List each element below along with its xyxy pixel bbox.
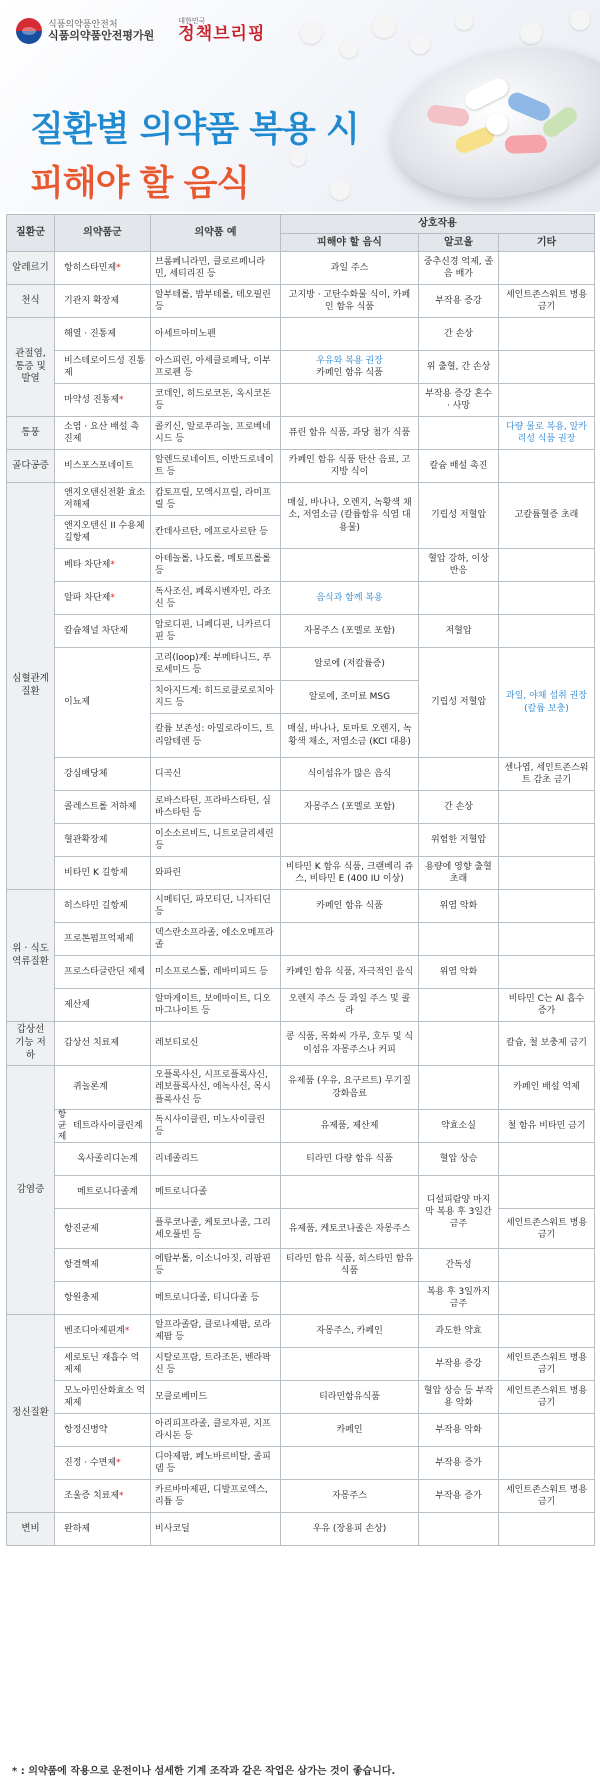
table-row [7,1315,595,1348]
example-cell: 브롬페니라민, 클로르페니라민, 세티리진 등 [151,252,281,285]
other-cell [499,615,595,648]
other-cell: 카페인 배설 억제 [499,1066,595,1110]
alcohol-cell: 기립성 저혈압 [419,483,499,549]
other-cell [499,1143,595,1176]
table-row [7,1348,595,1381]
food-cell: 알로에 (저칼륨증) [281,648,419,681]
header-other: 기타 [499,233,595,252]
other-cell [499,1249,595,1282]
pill-decoration-icon [455,12,473,30]
drug-class-cell [55,1315,151,1348]
food-cell: 자몽주스, 카페인 [281,1315,419,1348]
other-cell [499,923,595,956]
header-alcohol: 알코올 [419,233,499,252]
alcohol-cell: 위험한 저혈압 [419,824,499,857]
drug-class-cell: 제산제 [55,989,151,1022]
drug-class-cell: 앤지오텐신 II 수용체길항제 [55,516,151,549]
pill-decoration-icon [520,22,542,44]
drug-class-cell: 해열 · 진통제 [55,318,151,351]
example-cell: 디아제팜, 페노바르비탈, 졸피뎀 등 [151,1447,281,1480]
drug-class-label: 벤조디아제핀계 [64,1326,125,1337]
table-row [7,1176,595,1209]
asterisk-mark: * [116,1458,121,1469]
drug-class-cell: 모노아민산화효소 억제제 [55,1381,151,1414]
example-cell: 아테놀롤, 나도롤, 메토프롤롤 등 [151,549,281,582]
example-cell: 덱스란소프라졸, 에소오메프라졸 [151,923,281,956]
example-cell: 암로디핀, 니페디핀, 니카르디핀 등 [151,615,281,648]
food-cell: 음식과 함께 복용 [281,582,419,615]
title-line-1: 질환별 의약품 복용 시 [30,110,359,150]
alcohol-cell [419,923,499,956]
drug-class-label: 테트라사이클린계 [73,1121,143,1132]
alcohol-cell: 부작용 증강 [419,285,499,318]
alcohol-cell: 복용 후 3일까지 금주 [419,1282,499,1315]
example-cell: 캅토프릴, 모엑시프릴, 라미프릴 등 [151,483,281,516]
food-cell: 자몽주스 [281,1480,419,1513]
example-cell: 오플록사신, 시프로플록사신, 레보플록사신, 에녹사신, 목시플록사신 등 [151,1066,281,1110]
drug-class-cell: 프로스타글란딘 제제 [55,956,151,989]
other-cell: 칼슘, 철 보충제 금기 [499,1022,595,1066]
drug-class-cell: 항원충제 [55,1282,151,1315]
other-cell [499,791,595,824]
alcohol-cell: 부작용 증강 혼수 · 사망 [419,384,499,417]
alcohol-cell: 혈압 강하, 이상 반응 [419,549,499,582]
other-cell [499,956,595,989]
alcohol-cell: 과도한 약효 [419,1315,499,1348]
food-cell [281,1282,419,1315]
food-cell [281,384,419,417]
food-cell: 퓨린 함유 식품, 과당 첨가 식품 [281,417,419,450]
food-cell: 유제품 (우유, 요구르트) 무기질 강화음료 [281,1066,419,1110]
drug-class-cell: 앤지오텐신전환 효소저해제 [55,483,151,516]
alcohol-cell: 간 손상 [419,791,499,824]
alcohol-cell [419,1022,499,1066]
table-row [7,857,595,890]
example-cell: 독시사이클린, 미노사이클린 등 [151,1110,281,1143]
table-row [7,1249,595,1282]
drug-class-label: 알파 차단제 [64,592,111,603]
alcohol-cell: 디설피람양 마지막 복용 후 3일간 금주 [419,1176,499,1249]
other-cell: 세인트존스워트 병용 금기 [499,1480,595,1513]
food-cell: 고지방 · 고탄수화물 식이, 카페인 함유 식품 [281,285,419,318]
other-cell: 세인트존스워트 병용 금기 [499,1348,595,1381]
other-cell: 세인트존스워트 병용 금기 [499,1209,595,1249]
other-cell: 고칼륨혈증 초래 [499,483,595,549]
page-title [30,102,359,206]
food-cell [281,549,419,582]
food-cell: 티라민 다량 함유 식품 [281,1143,419,1176]
group-cell: 골다공증 [7,450,55,483]
group-cell: 변비 [7,1513,55,1546]
example-cell: 모클로베미드 [151,1381,281,1414]
food-cell: 콩 식품, 목화씨 가루, 호두 및 식이섬유 자몽주스나 커피 [281,1022,419,1066]
header-examples: 의약품 예 [151,215,281,252]
other-cell [499,1513,595,1546]
drug-class-cell [55,252,151,285]
example-cell: 시메티딘, 파모티딘, 니자티딘 등 [151,890,281,923]
other-cell: 다량 물로 복용, 알카리성 식품 권장 [499,417,595,450]
table-row [7,1480,595,1513]
other-cell [499,450,595,483]
agency-logo [48,20,154,43]
drug-class-cell [55,1447,151,1480]
example-cell: 칸데사르탄, 에프로사르탄 등 [151,516,281,549]
alcohol-cell: 부작용 악화 [419,1414,499,1447]
other-cell [499,351,595,384]
food-cell [281,318,419,351]
group-cell: 관절염, 통증 및 발열 [7,318,55,417]
asterisk-mark: * [119,1491,124,1502]
food-cell: 유제품, 제산제 [281,1110,419,1143]
drug-class-cell [55,1066,151,1110]
other-cell [499,582,595,615]
other-cell: 과일, 야채 섭취 권장 (칼륨 보충) [499,648,595,758]
drug-class-cell: 항결핵제 [55,1249,151,1282]
food-text: 카페인 함유 식품 [316,368,383,378]
food-cell: 우유 (장용피 손상) [281,1513,419,1546]
group-cell: 알레르기 [7,252,55,285]
table-row [7,648,595,681]
food-cell: 카페인 [281,1414,419,1447]
alcohol-cell: 저혈압 [419,615,499,648]
food-cell: 식이섬유가 많은 음식 [281,758,419,791]
drug-class-cell: 메트로니다졸계 [55,1176,151,1209]
drug-class-cell: 소염 · 요산 배설 촉진제 [55,417,151,450]
example-cell: 독사조신, 페록시벤자민, 라조신 등 [151,582,281,615]
drug-class-cell: 갑상선 치료제 [55,1022,151,1066]
table-row [7,1414,595,1447]
interaction-table [6,214,595,1546]
alcohol-cell: 용량에 영향 출혈 초래 [419,857,499,890]
food-cell: 카페인 함유 식품, 자극적인 음식 [281,956,419,989]
pill-decoration-icon [570,10,590,30]
example-cell: 와파린 [151,857,281,890]
spoon-with-pills-icon [378,27,600,212]
table-row [7,384,595,417]
other-cell [499,384,595,417]
table-row [7,824,595,857]
group-cell: 위 · 식도 역류질환 [7,890,55,1022]
table-row [7,923,595,956]
pill-decoration-icon [410,34,430,54]
group-cell: 정신질환 [7,1315,55,1513]
logo-bar [16,18,265,44]
alcohol-cell: 칼슘 배설 촉진 [419,450,499,483]
food-cell [281,923,419,956]
food-cell: 카페인 함유 식품 [281,890,419,923]
alcohol-cell: 부작용 증가 [419,1447,499,1480]
table-row [7,1022,595,1066]
food-cell: 카페인 함유 식품 탄산 음료, 고지방 식이 [281,450,419,483]
drug-class-cell: 세로토닌 재흡수 억제제 [55,1348,151,1381]
food-cell: 자몽주스 (포멜로 포함) [281,791,419,824]
example-cell: 비사코딜 [151,1513,281,1546]
asterisk-mark: * [110,559,115,570]
drug-class-cell: 비스테로이드성 진통제 [55,351,151,384]
drug-class-cell: 기관지 확장제 [55,285,151,318]
group-cell: 통풍 [7,417,55,450]
drug-class-cell: 항정신병약 [55,1414,151,1447]
table-row [7,791,595,824]
table-row [7,318,595,351]
food-cell [281,351,419,384]
table-row [7,956,595,989]
food-cell: 티라민함유식품 [281,1381,419,1414]
other-cell: 철 함유 비타민 금기 [499,1110,595,1143]
asterisk-mark: * [110,592,115,603]
example-cell: 로바스타틴, 프라바스타틴, 심바스타틴 등 [151,791,281,824]
alcohol-cell: 위 출혈, 간 손상 [419,351,499,384]
drug-class-cell: 비타민 K 길항제 [55,857,151,890]
drug-class-label: 베타 차단제 [64,559,111,570]
table-row [7,1143,595,1176]
example-cell: 알프라졸람, 클로나제팜, 로라제팜 등 [151,1315,281,1348]
drug-class-cell: 프로톤펌프억제제 [55,923,151,956]
agency-name-2: 식품의약품안전평가원 [48,28,155,42]
other-cell [499,1176,595,1209]
drug-class-cell [55,1480,151,1513]
alcohol-cell [419,1066,499,1110]
table-row [7,1110,595,1143]
example-cell: 메트로니다졸 [151,1176,281,1209]
hero-banner [0,0,600,212]
drug-class-cell [55,1110,151,1143]
alcohol-cell: 기립성 저혈압 [419,648,499,758]
example-cell: 아세트아미노펜 [151,318,281,351]
drug-class-cell: 콜레스트롤 저하제 [55,791,151,824]
drug-class-cell: 이뇨제 [55,648,151,758]
alcohol-cell [419,1513,499,1546]
pill-decoration-icon [372,14,396,38]
alcohol-cell: 간 손상 [419,318,499,351]
drug-class-label: 조울증 치료제 [64,1491,120,1502]
group-cell: 심혈관계 질환 [7,483,55,890]
other-cell: 비타민 C는 Al 흡수 증가 [499,989,595,1022]
table-row [7,1447,595,1480]
example-cell: 리네졸리드 [151,1143,281,1176]
drug-class-cell: 항진균제 [55,1209,151,1249]
example-cell: 고리(loop)계: 부메타니드, 푸로세미드 등 [151,648,281,681]
alcohol-cell [419,758,499,791]
briefing-logo [178,18,265,43]
other-cell [499,318,595,351]
other-cell [499,1315,595,1348]
drug-class-cell: 비스포스포네이트 [55,450,151,483]
header-interaction: 상호작용 [281,215,595,234]
table-row [7,351,595,384]
group-cell: 천식 [7,285,55,318]
drug-class-cell: 칼슘채널 차단제 [55,615,151,648]
table-row [7,417,595,450]
drug-class-cell [55,384,151,417]
food-cell [281,1176,419,1209]
food-cell: 매실, 바나나, 토마토 오렌지, 녹황색 채소, 저염소금 (KCl 대용) [281,714,419,758]
other-cell [499,890,595,923]
alcohol-cell: 혈압 상승 [419,1143,499,1176]
alcohol-cell: 간독성 [419,1249,499,1282]
antibacterial-label: 항균제 [57,1110,67,1142]
footnote: * : 의약품에 작용으로 운전이나 섬세한 기계 조작과 같은 작업은 삼가는 것이 좋습니다. [12,1766,396,1777]
table-row [7,483,595,516]
group-cell: 감염증 [7,1066,55,1315]
example-cell: 콜키신, 알로푸리놀, 프로베네시드 등 [151,417,281,450]
example-cell: 레보티로신 [151,1022,281,1066]
table-row [7,1381,595,1414]
example-cell: 디곡신 [151,758,281,791]
alcohol-cell: 위염 악화 [419,890,499,923]
example-cell: 에탐부톨, 이소니아짓, 리팜핀 등 [151,1249,281,1282]
table-row [7,890,595,923]
example-cell: 메트로니다졸, 티니다졸 등 [151,1282,281,1315]
alcohol-cell: 부작용 증강 [419,1348,499,1381]
food-cell: 비타민 K 함유 식품, 크랜베리 쥬스, 비타민 E (400 IU 이상) [281,857,419,890]
table-row [7,1513,595,1546]
briefing-logo-name: 정책브리핑 [178,23,266,44]
alcohol-cell: 중추신경 억제, 졸음 배가 [419,252,499,285]
other-cell: 센나엽, 세인트존스워트 감초 금기 [499,758,595,791]
drug-class-label: 항히스타민제 [64,262,117,273]
drug-class-cell [55,549,151,582]
food-cell [281,1447,419,1480]
other-cell [499,1447,595,1480]
other-cell [499,1414,595,1447]
example-cell: 알부테롤, 밤부테롤, 테오필린 등 [151,285,281,318]
drug-class-cell: 히스타민 길항제 [55,890,151,923]
other-cell [499,857,595,890]
drug-class-label: 퀴놀론계 [73,1082,108,1093]
drug-class-label: 마약성 진통제 [64,394,120,405]
table-row [7,582,595,615]
table-header-row [7,215,595,234]
group-cell: 갑상선 기능 저하 [7,1022,55,1066]
alcohol-cell: 위염 악화 [419,956,499,989]
drug-class-label: 진정 · 수면제 [64,1458,117,1469]
food-cell: 티라민 함유 식품, 히스타민 함유 식품 [281,1249,419,1282]
food-cell [281,1348,419,1381]
alcohol-cell: 혈압 상승 등 부작용 악화 [419,1381,499,1414]
food-cell: 매실, 바나나, 오렌지, 녹황색 채소, 저염소금 (칼륨함유 식염 대용물) [281,483,419,549]
alcohol-cell [419,582,499,615]
other-cell: 세인트존스워트 병용금기 [499,285,595,318]
food-cell: 오렌지 주스 등 과일 주스 및 콜라 [281,989,419,1022]
food-cell: 유제품, 케토코나졸은 자몽주스 [281,1209,419,1249]
example-cell: 미소프로스톨, 레바미피드 등 [151,956,281,989]
table-row [7,1066,595,1110]
table-row [7,450,595,483]
header-food: 피해야 할 음식 [281,233,419,252]
example-cell: 플루코나졸, 케토코나졸, 그리세오풀빈 등 [151,1209,281,1249]
briefing-logo-small: 대한민국 [178,17,206,26]
asterisk-mark: * [124,1326,130,1337]
food-cell: 알로에, 조미료 MSG [281,681,419,714]
alcohol-cell: 부작용 증가 [419,1480,499,1513]
example-cell: 카르바마제핀, 디발프로엑스, 리튬 등 [151,1480,281,1513]
drug-class-cell: 옥사졸리디논계 [55,1143,151,1176]
example-cell: 시탈로프람, 트라조돈, 벤라팍신 등 [151,1348,281,1381]
alcohol-cell: 약효소실 [419,1110,499,1143]
other-cell: 세인트존스워트 병용 금기 [499,1381,595,1414]
drug-class-cell: 강심배당체 [55,758,151,791]
table-row [7,1209,595,1249]
drug-class-cell: 혈관확장제 [55,824,151,857]
food-cell: 자몽주스 (포멜로 포함) [281,615,419,648]
example-cell: 이소소르비드, 니트로글리세린 등 [151,824,281,857]
alcohol-cell [419,417,499,450]
food-cell: 과일 주스 [281,252,419,285]
table-row [7,989,595,1022]
drug-class-cell [55,582,151,615]
header-drug-class: 의약품군 [55,215,151,252]
example-cell: 아리피프라졸, 클로자핀, 지프라시돈 등 [151,1414,281,1447]
table-row [7,285,595,318]
table-row [7,549,595,582]
pill-decoration-icon [300,22,322,44]
table-row [7,758,595,791]
drug-class-cell: 완하제 [55,1513,151,1546]
table-row [7,252,595,285]
agency-name-1: 식품의약품안전처 [48,19,118,30]
header-disease: 질환군 [7,215,55,252]
food-cell [281,824,419,857]
example-cell: 아스피린, 아세클로페낙, 이부프로펜 등 [151,351,281,384]
government-emblem-icon [16,18,42,44]
example-cell: 치아지드계: 히드로클로로치아지드 등 [151,681,281,714]
other-cell [499,824,595,857]
example-cell: 알마게이트, 보에마이트, 디오마그나이트 등 [151,989,281,1022]
table-row [7,1282,595,1315]
asterisk-mark: * [119,394,124,405]
title-line-2: 피해야 할 음식 [30,164,250,204]
table-row [7,615,595,648]
example-cell: 알렌드로네이트, 이반드로네이트 등 [151,450,281,483]
other-cell [499,1282,595,1315]
other-cell [499,252,595,285]
food-note: 우유와 복용 권장 [316,355,383,366]
example-cell: 코데인, 히드로코돈, 옥시코돈 등 [151,384,281,417]
example-cell: 칼륨 보존성: 아밀로라이드, 트리암테렌 등 [151,714,281,758]
alcohol-cell [419,989,499,1022]
pill-decoration-icon [340,40,358,58]
asterisk-mark: * [116,262,121,273]
other-cell [499,549,595,582]
